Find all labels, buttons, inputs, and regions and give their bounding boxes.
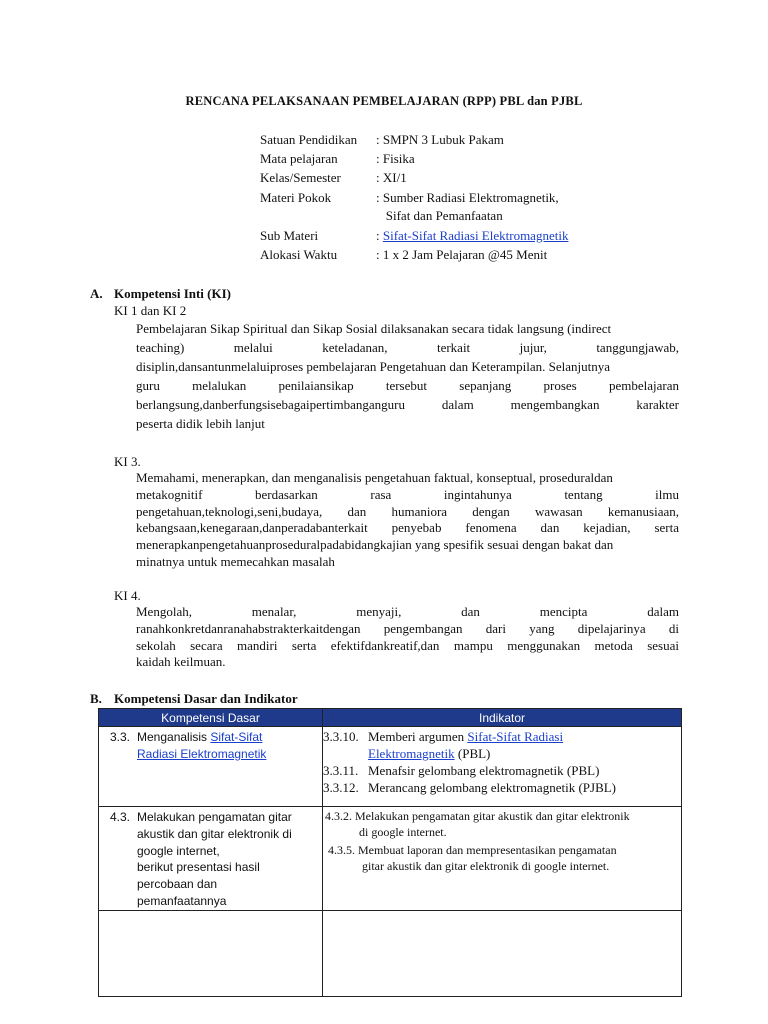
kd-link-radiasi[interactable]: Radiasi Elektromagnetik (137, 746, 267, 761)
page-title: RENCANA PELAKSANAAN PEMBELAJARAN (RPP) PBL dan PJBL (185, 94, 583, 108)
kd-number: 4.3. (110, 810, 131, 824)
indikator-item (323, 728, 681, 762)
indikator-item (323, 842, 681, 874)
indikator-line: 4.3.2. Melakukan pengamatan gitar akustik dan gitar elektronik (325, 809, 630, 823)
kd-text: Menganalisis (137, 730, 211, 744)
indikator-text: Memberi argumen (368, 729, 468, 744)
kd-link-sifat[interactable]: Sifat-Sifat (210, 730, 263, 744)
identity-label: Kelas/Semester (260, 170, 341, 185)
paragraph-line: Mengolah, menalar, menyaji, dan mencipta dalam (136, 604, 679, 619)
indikator-item (323, 808, 681, 840)
identity-value: : Fisika (376, 151, 415, 166)
ki12-paragraph (136, 319, 679, 433)
ki4-paragraph (136, 604, 679, 671)
indikator-text: Merancang gelombang elektromagnetik (PJBL) (368, 780, 617, 795)
identity-value-prefix: : (376, 228, 383, 243)
kd-line: Melakukan pengamatan gitar (137, 810, 292, 824)
indikator-number: 3.3.10. (323, 729, 359, 744)
paragraph-line: guru melalukan penilaiansikap tersebut sepanjang proses pembelajaran (136, 378, 679, 393)
identity-value (376, 227, 568, 244)
section-b-heading: Kompetensi Dasar dan Indikator (114, 691, 298, 706)
kd-line: pemanfaatannya (137, 893, 227, 908)
table-row-empty (99, 910, 682, 996)
paragraph-line: kebangsaan,kenegaraan,danperadabanterkait penyebab fenomena dan kejadian, serta (136, 520, 679, 536)
kd-line: google internet, (137, 843, 220, 858)
kd-cell (99, 727, 323, 807)
identity-label: Materi Pokok (260, 190, 332, 205)
kd-line: percobaan dan (137, 877, 218, 892)
kompetensi-table (98, 708, 682, 997)
kd-cell (99, 807, 323, 911)
indikator-link-sifat[interactable]: Sifat-Sifat Radiasi (467, 729, 564, 744)
paragraph-line: pengetahuan,teknologi,seni,budaya, dan humaniora dengan wawasan kemanusiaan, (136, 503, 679, 519)
paragraph-line: metakognitif berdasarkan rasa ingintahunya tentang ilmu (136, 486, 679, 502)
identity-label: Satuan Pendidikan (260, 132, 358, 147)
paragraph-line: Memahami, menerapkan, dan menganalisis pengetahuan faktual, konseptual, proseduraldan (136, 470, 613, 485)
indikator-item (323, 762, 681, 779)
paragraph-line: menerapkanpengetahuanproseduralpadabidangkajian yang spesifik sesuai dengan bakat dan (136, 537, 614, 553)
paragraph-line: peserta didik lebih lanjut (136, 416, 265, 431)
sub-materi-link[interactable]: Sifat-Sifat Radiasi Elektromagnetik (382, 228, 569, 243)
ki3-paragraph (136, 470, 679, 571)
ki12-label: KI 1 dan KI 2 (114, 303, 187, 318)
ki3-label: KI 3. (114, 454, 141, 469)
kd-cell-empty (99, 910, 323, 996)
section-a-heading: Kompetensi Inti (KI) (114, 286, 231, 301)
table-header-indikator: Indikator (323, 709, 682, 727)
indikator-item (323, 779, 681, 796)
paragraph-line: disiplin,dansantunmelaluiproses pembelajaran Pengetahuan dan Keterampilan. Selanjutnya (136, 359, 610, 374)
kd-line: akustik dan gitar elektronik di (137, 826, 292, 841)
indikator-cell-empty (323, 910, 682, 996)
indikator-suffix: (PBL) (454, 746, 491, 761)
paragraph-line: ranahkonkretdanranahabstrakterkaitdengan pengembangan dari yang dipelajarinya di (136, 620, 679, 636)
paragraph-line: teaching) melalui keteladanan, terkait jujur, tanggungjawab, (136, 340, 679, 355)
paragraph-line: sekolah secara mandiri serta efektifdankreatif,dan mampu menggunakan metoda sesuai (136, 637, 679, 653)
identity-value: : Sumber Radiasi Elektromagnetik, (376, 190, 559, 205)
kd-line: berikut presentasi hasil (137, 860, 260, 875)
paragraph-line: kaidah keilmuan. (136, 654, 226, 670)
identity-label: Sub Materi (260, 228, 319, 243)
indikator-line: di google internet. (359, 825, 447, 839)
identity-value: : 1 x 2 Jam Pelajaran @45 Menit (376, 247, 548, 262)
indikator-text: Menafsir gelombang elektromagnetik (PBL) (368, 763, 600, 778)
indikator-cell (323, 807, 682, 911)
paragraph-line: Pembelajaran Sikap Spiritual dan Sikap Sosial dilaksanakan secara tidak langsung (indirect (136, 321, 612, 336)
indikator-number: 3.3.12. (323, 780, 359, 795)
kd-number: 3.3. (110, 730, 131, 744)
table-row (99, 727, 682, 807)
indikator-number: 3.3.11. (323, 763, 359, 778)
section-a-letter: A. (90, 286, 103, 301)
identity-label: Mata pelajaran (260, 151, 338, 166)
indikator-line: gitar akustik dan gitar elektronik di google internet. (362, 859, 610, 873)
identity-value: : XI/1 (376, 170, 407, 185)
identity-value: Sifat dan Pemanfaatan (376, 208, 503, 223)
paragraph-line: berlangsung,danberfungsisebagaipertimbanganguru dalam mengembangkan karakter (136, 397, 679, 412)
indikator-link-elektromagnetik[interactable]: Elektromagnetik (368, 746, 455, 761)
table-row (99, 807, 682, 911)
ki4-label: KI 4. (114, 588, 141, 603)
indikator-cell (323, 727, 682, 807)
paragraph-line: minatnya untuk memecahkan masalah (136, 553, 335, 569)
section-b-letter: B. (90, 691, 102, 706)
identity-label: Alokasi Waktu (260, 247, 338, 262)
indikator-line: 4.3.5. Membuat laporan dan mempresentasikan pengamatan (328, 843, 617, 857)
table-header-kd: Kompetensi Dasar (99, 709, 323, 727)
identity-value: : SMPN 3 Lubuk Pakam (376, 132, 504, 147)
table-header-row (99, 709, 682, 727)
